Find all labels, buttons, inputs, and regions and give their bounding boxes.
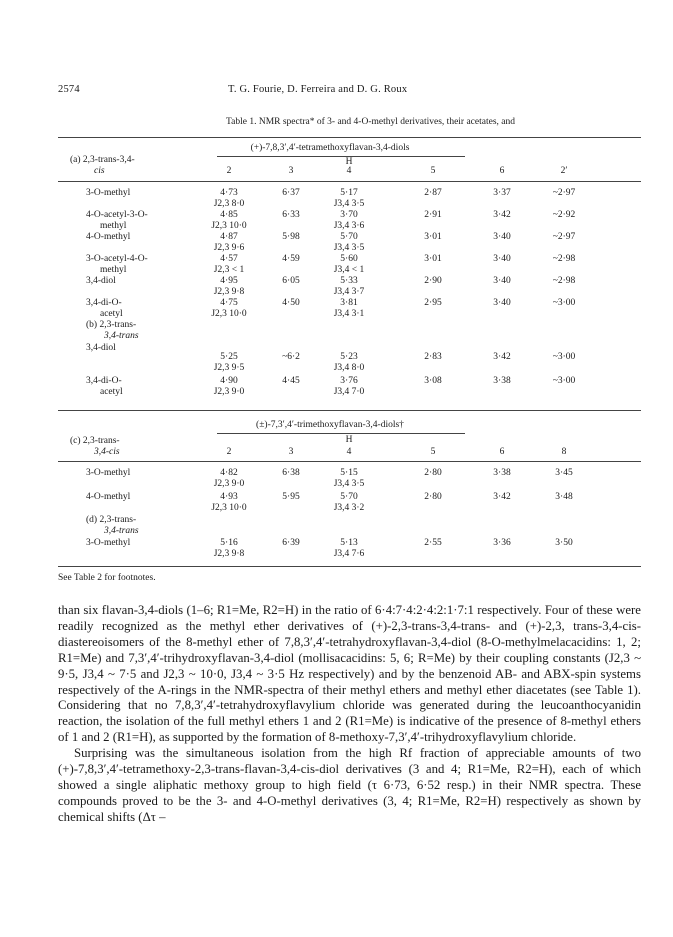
cell-c6: 3·40 xyxy=(493,276,511,286)
cell-c2-j: J2,3 < 1 xyxy=(213,265,245,275)
group-b-label-2: 3,4-trans xyxy=(104,331,139,341)
cell-c4-j: J3,4 3·7 xyxy=(333,287,365,297)
table-caption: Table 1. NMR spectra* of 3- and 4-O-methyl derivatives, their acetates, and xyxy=(226,117,515,127)
col-4-header: 4 xyxy=(346,447,352,457)
cell-c2: 4·93 xyxy=(220,492,238,502)
cell-c3: 6·33 xyxy=(282,210,300,220)
row-label: 3,4-di-O- xyxy=(86,376,122,386)
cell-c5: 2·80 xyxy=(424,492,442,502)
cell-c5: 2·87 xyxy=(424,188,442,198)
col-2-header: 2 xyxy=(226,447,232,457)
cell-c4-j: J3,4 8·0 xyxy=(333,363,365,373)
group-a-label-2: cis xyxy=(94,166,105,176)
cell-c4-j: J3,4 < 1 xyxy=(333,265,365,275)
group-c-label-2: 3,4-cis xyxy=(94,447,120,457)
cell-c6: 3·40 xyxy=(493,232,511,242)
part1-title: (+)-7,8,3′,4′-tetramethoxyflavan-3,4-diols xyxy=(250,143,410,153)
cell-c6: 3·38 xyxy=(493,468,511,478)
col-3-header: 3 xyxy=(288,166,294,176)
cell-c7: ~2·98 xyxy=(552,254,576,264)
cell-c4-j: J3,4 3·6 xyxy=(333,221,365,231)
cell-c6: 3·42 xyxy=(493,210,511,220)
group-d-label-1: (d) 2,3-trans- xyxy=(86,515,137,525)
cell-c7: 3·50 xyxy=(555,538,573,548)
cell-c7: 3·45 xyxy=(555,468,573,478)
col-7-header: 2′ xyxy=(560,166,568,176)
cell-c2: 4·75 xyxy=(220,298,238,308)
group-d-label-2: 3,4-trans xyxy=(104,526,139,536)
col-6-header: 6 xyxy=(499,447,505,457)
row-label: 3,4-diol xyxy=(86,343,116,353)
cell-c4: 5·70 xyxy=(340,232,358,242)
cell-c5: 3·08 xyxy=(424,376,442,386)
cell-c3: 4·45 xyxy=(282,376,300,386)
cell-c2-j: J2,3 10·0 xyxy=(211,309,247,319)
table-bottom-rule xyxy=(58,566,641,567)
cell-c3: 5·95 xyxy=(282,492,300,502)
cell-c2-j: J2,3 10·0 xyxy=(211,221,247,231)
cell-c2: 4·95 xyxy=(220,276,238,286)
row-label: 3-O-methyl xyxy=(86,468,131,478)
cell-c4-j: J3,4 3·5 xyxy=(333,243,365,253)
table-footnote: See Table 2 for footnotes. xyxy=(58,573,156,583)
cell-c5: 2·91 xyxy=(424,210,442,220)
cell-c2: 4·87 xyxy=(220,232,238,242)
group-c-label-1: (c) 2,3-trans- xyxy=(70,436,120,446)
cell-c5: 3·01 xyxy=(424,254,442,264)
row-label: 3,4-di-O- xyxy=(86,298,122,308)
cell-c4: 5·60 xyxy=(340,254,358,264)
part1-header-rule xyxy=(58,181,641,182)
cell-c4-j: J3,4 3·1 xyxy=(333,309,365,319)
row-label: 3-O-methyl xyxy=(86,188,131,198)
col-4-header: 4 xyxy=(346,166,352,176)
part2-header-rule xyxy=(58,461,641,462)
cell-c2: 4·90 xyxy=(220,376,238,386)
row-label: 4-O-methyl xyxy=(86,232,131,242)
cell-c4: 3·76 xyxy=(340,376,358,386)
cell-c3: 6·38 xyxy=(282,468,300,478)
cell-c4: 5·33 xyxy=(340,276,358,286)
cell-c2: 4·85 xyxy=(220,210,238,220)
body-paragraph: than six flavan-3,4-diols (1–6; R1=Me, R2=H) in the ratio of 6·4:7·4:2·4:2:1·7:1 respectively. Four of these were readily recognized as the methyl ether derivatives of (+)-2,3-trans-3,4-trans- and (+)-2,3, trans-3,4-cis-diastereoisomers of the 8-methyl ether of 7,8,3′,4′-tetrahydroxyflavan-3,4-diol (8-O-methylmelacacidins: 1, 2; R1=Me) and 7,3′,4′-trihydroxyflavan-3,4-diol (mollisacacidins: 5, 6; R=Me) by their coupling constants (J2,3 ~ 9·5, J3,4 ~ 7·5 and J2,3 ~ 10·0, J3,4 ~ 3·5 Hz respectively) and by the benzenoid AB- and ABX-spin systems respectively of the A-rings in the NMR-spectra of their methyl ethers and methyl ether diacetates (see Table 1). Considering that no 7,8,3′,4′-tetrahydroxyflavylium chloride was generated during the leucoanthocyanidin reaction, the isolation of the full methyl ethers 1 and 2 (R1=Me) is indicative of the presence of 8-methyl ethers of 1 and 2 (R1=H), as supported by the formation of 8-methoxy-7,3′,4′-trihydroxyflavylium chloride. xyxy=(58,603,641,745)
cell-c4: 5·13 xyxy=(340,538,358,548)
row-label: 4-O-acetyl-3-O- xyxy=(86,210,148,220)
cell-c2-j: J2,3 8·0 xyxy=(213,199,245,209)
cell-c4: 5·15 xyxy=(340,468,358,478)
cell-c6: 3·38 xyxy=(493,376,511,386)
cell-c5: 2·90 xyxy=(424,276,442,286)
page-number: 2574 xyxy=(58,84,80,95)
cell-c4-j: J3,4 7·6 xyxy=(333,549,365,559)
cell-c6: 3·37 xyxy=(493,188,511,198)
cell-c2-j: J2,3 9·0 xyxy=(213,387,245,397)
cell-c4-j: J3,4 3·2 xyxy=(333,503,365,513)
cell-c4: 5·17 xyxy=(340,188,358,198)
cell-c7: 3·48 xyxy=(555,492,573,502)
cell-c4: 5·70 xyxy=(340,492,358,502)
cell-c6: 3·42 xyxy=(493,352,511,362)
cell-c4: 3·70 xyxy=(340,210,358,220)
cell-c3: 5·98 xyxy=(282,232,300,242)
cell-c5: 2·83 xyxy=(424,352,442,362)
cell-c4-j: J3,4 3·5 xyxy=(333,199,365,209)
row-label: 3-O-methyl xyxy=(86,538,131,548)
cell-c7: ~2·92 xyxy=(552,210,576,220)
cell-c5: 3·01 xyxy=(424,232,442,242)
cell-c7: ~2·97 xyxy=(552,188,576,198)
body-paragraph: Surprising was the simultaneous isolation from the high Rf fraction of appreciable amounts of two (+)-7,8,3′,4′-tetramethoxy-2,3-trans-flavan-3,4-cis-diol derivatives (3 and 4; R1=Me, R2=H), each of which showed a single aliphatic methoxy group to high field (τ 6·73, 6·52 resp.) in their NMR spectra. These compounds proved to be the 3- and 4-O-methyl derivatives (3, 4; R1=Me, R2=H) respectively as shown by chemical shifts (Δτ – xyxy=(58,746,641,824)
col-3-header: 3 xyxy=(288,447,294,457)
row-label: 4-O-methyl xyxy=(86,492,131,502)
cell-c2-j: J2,3 9·5 xyxy=(213,363,245,373)
cell-c2-j: J2,3 9·0 xyxy=(213,479,245,489)
row-label-cont: acetyl xyxy=(100,309,123,319)
cell-c6: 3·40 xyxy=(493,254,511,264)
cell-c3: ~6·2 xyxy=(282,352,300,362)
cell-c2: 5·16 xyxy=(220,538,238,548)
cell-c2: 5·25 xyxy=(220,352,238,362)
cell-c5: 2·95 xyxy=(424,298,442,308)
cell-c4: 5·23 xyxy=(340,352,358,362)
row-label-cont: methyl xyxy=(100,265,127,275)
col-6-header: 6 xyxy=(499,166,505,176)
table-top-rule xyxy=(58,137,641,138)
col-5-header: 5 xyxy=(430,447,436,457)
cell-c4: 3·81 xyxy=(340,298,358,308)
part2-title: (±)-7,3′,4′-trimethoxyflavan-3,4-diols† xyxy=(256,420,404,430)
cell-c7: ~2·97 xyxy=(552,232,576,242)
cell-c6: 3·36 xyxy=(493,538,511,548)
cell-c2-j: J2,3 9·6 xyxy=(213,243,245,253)
cell-c3: 4·50 xyxy=(282,298,300,308)
cell-c2-j: J2,3 10·0 xyxy=(211,503,247,513)
col-7-header: 8 xyxy=(561,447,567,457)
cell-c5: 2·80 xyxy=(424,468,442,478)
row-label: 3,4-diol xyxy=(86,276,116,286)
col-2-header: 2 xyxy=(226,166,232,176)
group-a-label-1: (a) 2,3-trans-3,4- xyxy=(70,155,135,165)
cell-c6: 3·42 xyxy=(493,492,511,502)
h-label: H xyxy=(345,157,353,167)
cell-c3: 6·39 xyxy=(282,538,300,548)
row-label-cont: methyl xyxy=(100,221,127,231)
cell-c2: 4·73 xyxy=(220,188,238,198)
cell-c7: ~2·98 xyxy=(552,276,576,286)
col-5-header: 5 xyxy=(430,166,436,176)
cell-c4-j: J3,4 7·0 xyxy=(333,387,365,397)
cell-c6: 3·40 xyxy=(493,298,511,308)
cell-c7: ~3·00 xyxy=(552,352,576,362)
row-label: 3-O-acetyl-4-O- xyxy=(86,254,148,264)
cell-c3: 4·59 xyxy=(282,254,300,264)
cell-c2: 4·57 xyxy=(220,254,238,264)
cell-c7: ~3·00 xyxy=(552,376,576,386)
group-b-label-1: (b) 2,3-trans- xyxy=(86,320,137,330)
cell-c2-j: J2,3 9·8 xyxy=(213,549,245,559)
cell-c4-j: J3,4 3·5 xyxy=(333,479,365,489)
cell-c2-j: J2,3 9·8 xyxy=(213,287,245,297)
cell-c7: ~3·00 xyxy=(552,298,576,308)
running-title: T. G. Fourie, D. Ferreira and D. G. Roux xyxy=(228,84,408,95)
body-text xyxy=(58,603,641,826)
cell-c5: 2·55 xyxy=(424,538,442,548)
part2-title-rule xyxy=(217,433,465,434)
cell-c3: 6·37 xyxy=(282,188,300,198)
row-label-cont: acetyl xyxy=(100,387,123,397)
cell-c3: 6·05 xyxy=(282,276,300,286)
cell-c2: 4·82 xyxy=(220,468,238,478)
h-label: H xyxy=(345,435,353,445)
part1-bottom-rule xyxy=(58,410,641,411)
